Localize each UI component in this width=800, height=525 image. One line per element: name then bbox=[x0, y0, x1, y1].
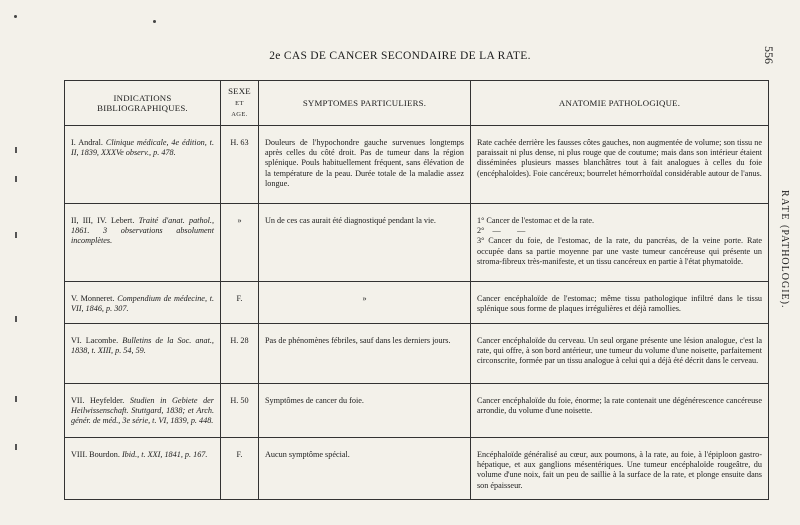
table-row bbox=[65, 126, 769, 204]
sex-age-cell: F. bbox=[221, 438, 259, 500]
bibliography-cell bbox=[65, 126, 221, 204]
symptoms-cell: » bbox=[259, 282, 471, 324]
case-number: VII. Heyfelder. bbox=[71, 396, 125, 405]
table-row bbox=[65, 282, 769, 324]
bibliography-cell bbox=[65, 324, 221, 384]
sex-age-cell: H. 28 bbox=[221, 324, 259, 384]
anatomy-cell: Cancer encéphaloïde du foie, énorme; la rate contenait une dégénérescence cancéreuse arrondie, du volume d'une noisette. bbox=[471, 384, 769, 438]
reference-text: Ibid., t. XXI, 1841, p. 167. bbox=[121, 450, 208, 459]
anatomy-line: 3° Cancer du foie, de l'estomac, de la rate, du pancréas, de la veine porte. Rate occupée dans sa partie moyenne par une vaste tumeur cancéreuse qui présente un stroma-fibreux très-manifeste, et un tissu cancéreux en partie à l'état phymatoïde. bbox=[477, 236, 762, 266]
anatomy-cell: Encéphaloïde généralisé au cœur, aux poumons, à la rate, au foie, à l'épiploon gastro-hépatique, et aux ganglions mésentériques. Une tumeur encéphaloïde rougeâtre, du volume d'une noix, fait un peu de saillie à la surface de la rate, et plonge ensuite dans son épaisseur. bbox=[471, 438, 769, 500]
bibliography-cell bbox=[65, 282, 221, 324]
page-number: 556 bbox=[762, 46, 776, 64]
anatomy-cell bbox=[471, 204, 769, 282]
case-number: VI. Lacombe. bbox=[71, 336, 119, 345]
running-head bbox=[779, 190, 790, 308]
reference-text: Compendium de médecine, t. VII, 1846, p. 307. bbox=[71, 294, 215, 314]
case-number: VIII. Bourdon. bbox=[71, 450, 120, 459]
reference-text: Studien in Gebiete der Heilwissenschaft. Stuttgard, 1838; et Arch. génér. de méd., 3e série, t. VI, 1839, p. 448. bbox=[71, 396, 214, 426]
margin-mark bbox=[15, 444, 17, 450]
margin-mark bbox=[15, 147, 17, 153]
table-row bbox=[65, 438, 769, 500]
margin-mark bbox=[15, 232, 17, 238]
header-row bbox=[65, 81, 769, 126]
bibliography-cell bbox=[65, 438, 221, 500]
case-number: V. Monneret. bbox=[71, 294, 115, 303]
header-sex-age bbox=[221, 81, 259, 126]
sex-age-cell: H. 50 bbox=[221, 384, 259, 438]
cases-table bbox=[64, 80, 769, 500]
bibliography-cell bbox=[65, 384, 221, 438]
symptoms-cell: Un de ces cas aurait été diagnostiqué pendant la vie. bbox=[259, 204, 471, 282]
anatomy-cell: Rate cachée derrière les fausses côtes gauches, non augmentée de volume; son tissu ne paraissait ni plus dense, ni plus rouge que de coutume; mais dans son intérieur étaient disséminées plusieurs masses blanchâtres tout à fait analogues à celles du foie (encéphaloïdes). Foie cancéreux; bourrelet hémorrhoïdal considérable autour de l'anus. bbox=[471, 126, 769, 204]
reference-text: Bulletins de la Soc. anat., 1838, t. XIII, p. 54, 59. bbox=[71, 336, 214, 356]
reference-text: Traité d'anat. pathol., 1861. 3 observations absolument incomplètes. bbox=[71, 216, 215, 246]
bibliography-cell bbox=[65, 204, 221, 282]
sex-age-cell: F. bbox=[221, 282, 259, 324]
header-anatomy: ANATOMIE PATHOLOGIQUE. bbox=[471, 81, 769, 126]
header-age: ET AGE. bbox=[231, 100, 248, 118]
header-bibliography: INDICATIONS BIBLIOGRAPHIQUES. bbox=[65, 81, 221, 126]
table-row bbox=[65, 204, 769, 282]
case-number: II, III, IV. Lebert. bbox=[71, 216, 135, 225]
header-sex: SEXE bbox=[228, 86, 251, 97]
table-row bbox=[65, 384, 769, 438]
page-title: 2e CAS DE CANCER SECONDAIRE DE LA RATE. bbox=[269, 50, 531, 62]
anatomy-line: 2° — — bbox=[477, 226, 526, 236]
symptoms-cell: Symptômes de cancer du foie. bbox=[259, 384, 471, 438]
margin-mark bbox=[15, 316, 17, 322]
running-head-paren: (PATHOLOGIE). bbox=[779, 225, 790, 309]
anatomy-cell: Cancer encéphaloïde du cerveau. Un seul organe présente une lésion analogue, c'est la rate, qui offre, à son bord antérieur, une tumeur du volume d'une noisette, parfaitement circonscrite, formée par un tissu analogue à celui qui a déjà été décrit dans le cerveau. bbox=[471, 324, 769, 384]
symptoms-cell: Douleurs de l'hypochondre gauche survenues longtemps après celles du côté droit. Pas de tumeur dans la région splénique. Pouls habituellement fréquent, sans élévation de la température de la peau. Durée totale de la maladie assez longue. bbox=[259, 126, 471, 204]
running-head-main: RATE bbox=[779, 190, 790, 221]
table-row bbox=[65, 324, 769, 384]
header-symptoms: SYMPTOMES PARTICULIERS. bbox=[259, 81, 471, 126]
case-number: I. Andral. bbox=[71, 138, 103, 147]
margin-mark bbox=[15, 396, 17, 402]
margin-mark bbox=[15, 176, 17, 182]
sex-age-cell: » bbox=[221, 204, 259, 282]
speck-left bbox=[14, 15, 17, 18]
anatomy-cell: Cancer encéphaloïde de l'estomac; même tissu pathologique infiltré dans le tissu splénique sous forme de plaques irrégulières et déjà ramollies. bbox=[471, 282, 769, 324]
reference-text: Clinique médicale, 4e édition, t. II, 1839, XXXVe observ., p. 478. bbox=[71, 138, 214, 158]
symptoms-cell: Pas de phénomènes fébriles, sauf dans les derniers jours. bbox=[259, 324, 471, 384]
sex-age-cell: H. 63 bbox=[221, 126, 259, 204]
anatomy-line: 1° Cancer de l'estomac et de la rate. bbox=[477, 216, 595, 225]
speck-top bbox=[153, 20, 156, 23]
symptoms-cell: Aucun symptôme spécial. bbox=[259, 438, 471, 500]
